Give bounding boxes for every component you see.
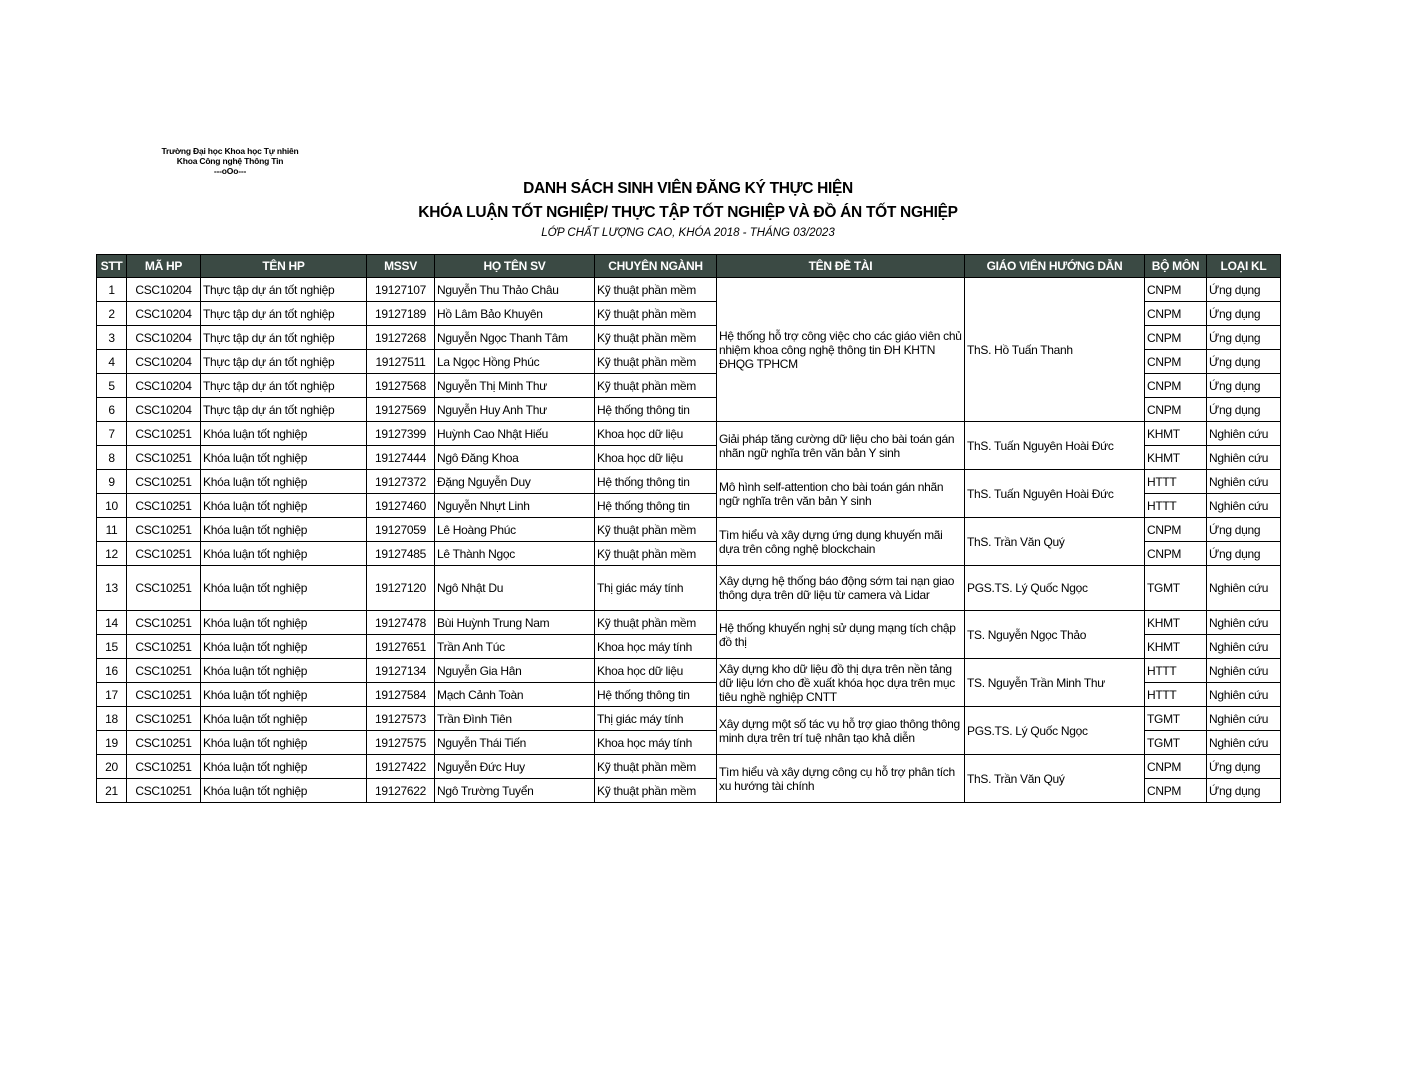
cell-chuyen-nganh: Kỹ thuật phần mềm [595,302,717,326]
cell-chuyen-nganh: Khoa học dữ liệu [595,446,717,470]
document-subtitle: LỚP CHẤT LƯỢNG CAO, KHÓA 2018 - THÁNG 03/2023 [541,227,835,239]
cell-chuyen-nganh: Kỹ thuật phần mềm [595,518,717,542]
cell-mssv: 19127511 [367,350,435,374]
cell-ten-de-tai: Giải pháp tăng cường dữ liệu cho bài toán gán nhãn ngữ nghĩa trên văn bản Y sinh [717,422,965,470]
document-title-line2: KHÓA LUẬN TỐT NGHIỆP/ THỰC TẬP TỐT NGHIỆP VÀ ĐỒ ÁN TỐT NGHIỆP [418,204,958,221]
cell-ten-hp: Khóa luận tốt nghiệp [201,542,367,566]
col-header-ten-hp: TÊN HP [201,255,367,278]
cell-ma-hp: CSC10251 [127,731,201,755]
cell-stt: 6 [97,398,127,422]
cell-ten-de-tai: Xây dựng kho dữ liệu đồ thị dựa trên nền tảng dữ liệu lớn cho đề xuất khóa học dựa trên mục tiêu nghề nghiệp CNTT [717,659,965,707]
cell-mssv: 19127372 [367,470,435,494]
cell-loai-kl: Ứng dụng [1207,350,1281,374]
cell-giao-vien: ThS. Tuấn Nguyên Hoài Đức [965,470,1145,518]
cell-ho-ten: Hồ Lâm Bảo Khuyên [435,302,595,326]
cell-ma-hp: CSC10204 [127,350,201,374]
cell-stt: 16 [97,659,127,683]
table-row [97,518,1281,542]
cell-bo-mon: CNPM [1145,398,1207,422]
cell-ten-hp: Khóa luận tốt nghiệp [201,755,367,779]
faculty-name: Khoa Công nghệ Thông Tin [176,156,284,166]
cell-ten-hp: Thực tập dự án tốt nghiệp [201,326,367,350]
cell-giao-vien: TS. Nguyễn Ngọc Thảo [965,611,1145,659]
cell-ten-hp: Khóa luận tốt nghiệp [201,494,367,518]
cell-ma-hp: CSC10204 [127,398,201,422]
cell-ho-ten: Trần Đình Tiên [435,707,595,731]
cell-ten-hp: Khóa luận tốt nghiệp [201,566,367,611]
col-header-giao-vien: GIÁO VIÊN HƯỚNG DẪN [965,255,1145,278]
cell-bo-mon: CNPM [1145,779,1207,803]
cell-ma-hp: CSC10251 [127,566,201,611]
col-header-loai-kl: LOẠI KL [1207,255,1281,278]
cell-bo-mon: HTTT [1145,659,1207,683]
cell-ho-ten: Ngô Nhật Du [435,566,595,611]
table-row [97,278,1281,302]
cell-chuyen-nganh: Kỹ thuật phần mềm [595,611,717,635]
cell-loai-kl: Ứng dụng [1207,518,1281,542]
cell-mssv: 19127268 [367,326,435,350]
cell-ma-hp: CSC10251 [127,446,201,470]
cell-bo-mon: KHMT [1145,446,1207,470]
cell-ten-de-tai: Hệ thống khuyến nghị sử dụng mạng tích chập đồ thị [717,611,965,659]
cell-mssv: 19127569 [367,398,435,422]
cell-mssv: 19127575 [367,731,435,755]
cell-loai-kl: Nghiên cứu [1207,611,1281,635]
cell-bo-mon: CNPM [1145,326,1207,350]
cell-stt: 15 [97,635,127,659]
table-row [97,470,1281,494]
cell-stt: 13 [97,566,127,611]
cell-ma-hp: CSC10251 [127,659,201,683]
cell-ho-ten: Nguyễn Thu Thảo Châu [435,278,595,302]
cell-loai-kl: Ứng dụng [1207,326,1281,350]
cell-chuyen-nganh: Hệ thống thông tin [595,398,717,422]
cell-ho-ten: Trần Anh Túc [435,635,595,659]
cell-stt: 5 [97,374,127,398]
cell-ten-de-tai: Xây dựng một số tác vụ hỗ trợ giao thông thông minh dựa trên trí tuệ nhân tạo khả diễn [717,707,965,755]
cell-mssv: 19127573 [367,707,435,731]
cell-stt: 12 [97,542,127,566]
cell-chuyen-nganh: Khoa học máy tính [595,635,717,659]
cell-ma-hp: CSC10204 [127,302,201,326]
cell-bo-mon: KHMT [1145,611,1207,635]
cell-stt: 1 [97,278,127,302]
cell-ma-hp: CSC10204 [127,278,201,302]
cell-bo-mon: KHMT [1145,422,1207,446]
table-row [97,755,1281,779]
table-header-row [97,255,1281,278]
cell-ho-ten: Huỳnh Cao Nhật Hiếu [435,422,595,446]
cell-ma-hp: CSC10251 [127,707,201,731]
cell-loai-kl: Ứng dụng [1207,398,1281,422]
cell-stt: 7 [97,422,127,446]
col-header-mssv: MSSV [367,255,435,278]
cell-ma-hp: CSC10251 [127,779,201,803]
cell-mssv: 19127444 [367,446,435,470]
cell-ho-ten: Bùi Huỳnh Trung Nam [435,611,595,635]
cell-ma-hp: CSC10251 [127,494,201,518]
ornament-line: ---oOo--- [213,166,247,176]
cell-mssv: 19127059 [367,518,435,542]
cell-mssv: 19127568 [367,374,435,398]
cell-loai-kl: Ứng dụng [1207,278,1281,302]
cell-chuyen-nganh: Thị giác máy tính [595,707,717,731]
cell-bo-mon: HTTT [1145,494,1207,518]
cell-chuyen-nganh: Kỹ thuật phần mềm [595,542,717,566]
cell-stt: 10 [97,494,127,518]
cell-loai-kl: Nghiên cứu [1207,494,1281,518]
cell-chuyen-nganh: Kỹ thuật phần mềm [595,326,717,350]
cell-stt: 19 [97,731,127,755]
cell-stt: 17 [97,683,127,707]
cell-loai-kl: Ứng dụng [1207,755,1281,779]
col-header-ma-hp: MÃ HP [127,255,201,278]
cell-bo-mon: TGMT [1145,731,1207,755]
cell-ho-ten: Nguyễn Nhựt Linh [435,494,595,518]
cell-mssv: 19127478 [367,611,435,635]
cell-mssv: 19127422 [367,755,435,779]
cell-chuyen-nganh: Khoa học dữ liệu [595,422,717,446]
cell-mssv: 19127622 [367,779,435,803]
cell-loai-kl: Ứng dụng [1207,374,1281,398]
cell-bo-mon: CNPM [1145,518,1207,542]
cell-ten-hp: Khóa luận tốt nghiệp [201,731,367,755]
cell-mssv: 19127485 [367,542,435,566]
cell-chuyen-nganh: Kỹ thuật phần mềm [595,374,717,398]
cell-mssv: 19127584 [367,683,435,707]
cell-stt: 11 [97,518,127,542]
cell-ten-hp: Khóa luận tốt nghiệp [201,611,367,635]
table-row [97,707,1281,731]
cell-ho-ten: Nguyễn Huy Anh Thư [435,398,595,422]
cell-chuyen-nganh: Kỹ thuật phần mềm [595,278,717,302]
cell-bo-mon: CNPM [1145,542,1207,566]
cell-ma-hp: CSC10251 [127,683,201,707]
cell-ten-hp: Thực tập dự án tốt nghiệp [201,278,367,302]
cell-mssv: 19127120 [367,566,435,611]
cell-giao-vien: TS. Nguyễn Trần Minh Thư [965,659,1145,707]
cell-loai-kl: Ứng dụng [1207,542,1281,566]
cell-ten-hp: Thực tập dự án tốt nghiệp [201,350,367,374]
cell-ma-hp: CSC10251 [127,518,201,542]
cell-loai-kl: Nghiên cứu [1207,731,1281,755]
cell-chuyen-nganh: Hệ thống thông tin [595,470,717,494]
cell-chuyen-nganh: Kỹ thuật phần mềm [595,779,717,803]
cell-bo-mon: HTTT [1145,470,1207,494]
institution-block [140,146,320,176]
cell-ten-hp: Khóa luận tốt nghiệp [201,422,367,446]
student-registration-table [96,254,1281,803]
col-header-bo-mon: BỘ MÔN [1145,255,1207,278]
cell-ho-ten: Lê Thành Ngọc [435,542,595,566]
institution-name: Trường Đại học Khoa học Tự nhiên [161,146,299,156]
cell-ho-ten: Nguyễn Gia Hân [435,659,595,683]
cell-ten-hp: Khóa luận tốt nghiệp [201,446,367,470]
cell-bo-mon: CNPM [1145,302,1207,326]
cell-mssv: 19127189 [367,302,435,326]
cell-stt: 3 [97,326,127,350]
cell-stt: 8 [97,446,127,470]
cell-giao-vien: PGS.TS. Lý Quốc Ngọc [965,707,1145,755]
col-header-stt: STT [97,255,127,278]
cell-stt: 18 [97,707,127,731]
cell-stt: 4 [97,350,127,374]
cell-ten-hp: Khóa luận tốt nghiệp [201,659,367,683]
cell-ho-ten: Ngô Trường Tuyển [435,779,595,803]
table-row [97,659,1281,683]
cell-loai-kl: Ứng dụng [1207,779,1281,803]
cell-loai-kl: Nghiên cứu [1207,635,1281,659]
cell-ten-hp: Khóa luận tốt nghiệp [201,470,367,494]
cell-ma-hp: CSC10251 [127,635,201,659]
cell-chuyen-nganh: Khoa học máy tính [595,731,717,755]
cell-ten-de-tai: Xây dựng hệ thống báo động sớm tai nạn giao thông dựa trên dữ liệu từ camera và Lidar [717,566,965,611]
cell-mssv: 19127651 [367,635,435,659]
cell-mssv: 19127107 [367,278,435,302]
cell-loai-kl: Nghiên cứu [1207,659,1281,683]
cell-ho-ten: Nguyễn Thái Tiến [435,731,595,755]
table-row [97,611,1281,635]
cell-chuyen-nganh: Thị giác máy tính [595,566,717,611]
cell-chuyen-nganh: Hệ thống thông tin [595,494,717,518]
table-body [97,278,1281,803]
cell-chuyen-nganh: Kỹ thuật phần mềm [595,350,717,374]
cell-bo-mon: HTTT [1145,683,1207,707]
table-row [97,566,1281,611]
cell-giao-vien: PGS.TS. Lý Quốc Ngọc [965,566,1145,611]
cell-loai-kl: Nghiên cứu [1207,683,1281,707]
cell-ho-ten: Nguyễn Ngọc Thanh Tâm [435,326,595,350]
cell-ten-de-tai: Tìm hiểu và xây dựng ứng dụng khuyến mãi dựa trên công nghệ blockchain [717,518,965,566]
col-header-ho-ten: HỌ TÊN SV [435,255,595,278]
cell-bo-mon: TGMT [1145,707,1207,731]
cell-stt: 21 [97,779,127,803]
cell-ma-hp: CSC10204 [127,374,201,398]
cell-chuyen-nganh: Kỹ thuật phần mềm [595,755,717,779]
cell-bo-mon: CNPM [1145,350,1207,374]
cell-giao-vien: ThS. Hồ Tuấn Thanh [965,278,1145,422]
cell-ten-hp: Thực tập dự án tốt nghiệp [201,302,367,326]
cell-bo-mon: TGMT [1145,566,1207,611]
cell-loai-kl: Ứng dụng [1207,302,1281,326]
cell-bo-mon: CNPM [1145,755,1207,779]
col-header-chuyen-nganh: CHUYÊN NGÀNH [595,255,717,278]
cell-mssv: 19127399 [367,422,435,446]
cell-ten-hp: Thực tập dự án tốt nghiệp [201,398,367,422]
cell-loai-kl: Nghiên cứu [1207,470,1281,494]
cell-loai-kl: Nghiên cứu [1207,707,1281,731]
cell-stt: 2 [97,302,127,326]
cell-ho-ten: Ngô Đăng Khoa [435,446,595,470]
cell-bo-mon: CNPM [1145,374,1207,398]
cell-chuyen-nganh: Khoa học dữ liệu [595,659,717,683]
cell-ten-de-tai: Tìm hiểu và xây dựng công cụ hỗ trợ phân tích xu hướng tài chính [717,755,965,803]
cell-ten-hp: Khóa luận tốt nghiệp [201,518,367,542]
col-header-ten-de-tai: TÊN ĐỀ TÀI [717,255,965,278]
cell-ten-de-tai: Mô hình self-attention cho bài toán gán nhãn ngữ nghĩa trên văn bản Y sinh [717,470,965,518]
cell-ten-de-tai: Hệ thống hỗ trợ công việc cho các giáo viên chủ nhiệm khoa công nghệ thông tin ĐH KHTN ĐHQG TPHCM [717,278,965,422]
cell-ho-ten: Mạch Cảnh Toàn [435,683,595,707]
cell-loai-kl: Nghiên cứu [1207,446,1281,470]
cell-stt: 14 [97,611,127,635]
table-row [97,422,1281,446]
cell-bo-mon: KHMT [1145,635,1207,659]
cell-ho-ten: Nguyễn Đức Huy [435,755,595,779]
cell-giao-vien: ThS. Tuấn Nguyên Hoài Đức [965,422,1145,470]
cell-loai-kl: Nghiên cứu [1207,422,1281,446]
cell-mssv: 19127460 [367,494,435,518]
cell-ma-hp: CSC10204 [127,326,201,350]
cell-loai-kl: Nghiên cứu [1207,566,1281,611]
cell-stt: 20 [97,755,127,779]
cell-chuyen-nganh: Hệ thống thông tin [595,683,717,707]
cell-giao-vien: ThS. Trần Văn Quý [965,755,1145,803]
cell-ten-hp: Khóa luận tốt nghiệp [201,683,367,707]
cell-ten-hp: Khóa luận tốt nghiệp [201,707,367,731]
cell-ten-hp: Khóa luận tốt nghiệp [201,635,367,659]
cell-ma-hp: CSC10251 [127,755,201,779]
cell-ten-hp: Thực tập dự án tốt nghiệp [201,374,367,398]
cell-ma-hp: CSC10251 [127,542,201,566]
cell-ho-ten: La Ngọc Hồng Phúc [435,350,595,374]
cell-giao-vien: ThS. Trần Văn Quý [965,518,1145,566]
cell-ma-hp: CSC10251 [127,470,201,494]
cell-ho-ten: Nguyễn Thị Minh Thư [435,374,595,398]
cell-mssv: 19127134 [367,659,435,683]
cell-ho-ten: Lê Hoàng Phúc [435,518,595,542]
cell-ma-hp: CSC10251 [127,611,201,635]
cell-bo-mon: CNPM [1145,278,1207,302]
document-title-line1: DANH SÁCH SINH VIÊN ĐĂNG KÝ THỰC HIỆN [523,180,853,197]
cell-ma-hp: CSC10251 [127,422,201,446]
cell-ten-hp: Khóa luận tốt nghiệp [201,779,367,803]
cell-stt: 9 [97,470,127,494]
cell-ho-ten: Đặng Nguyễn Duy [435,470,595,494]
